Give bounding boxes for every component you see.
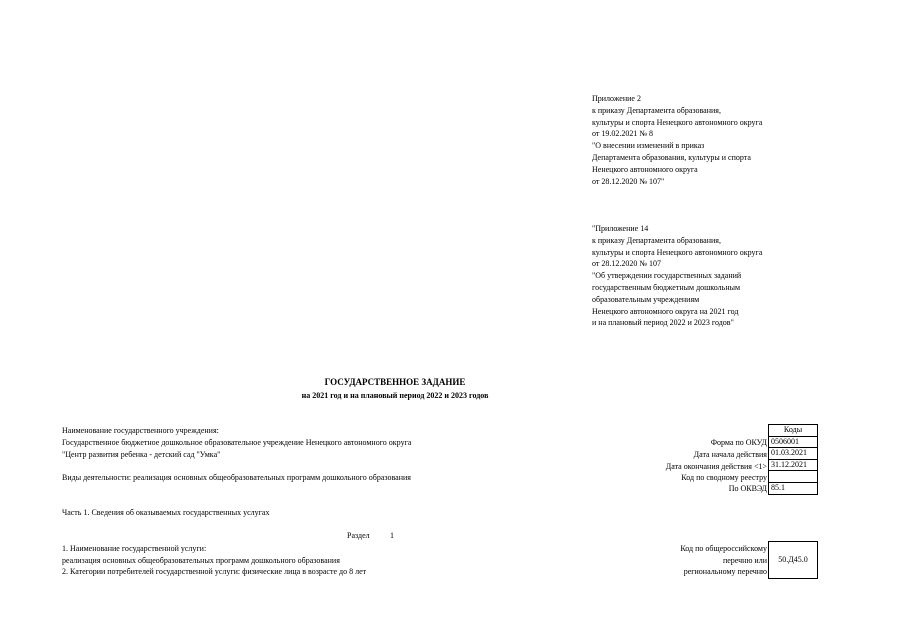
appendix-14-block [592,223,762,329]
section-label: Раздел [347,531,370,540]
registry-label-line: региональному перечню [683,567,767,576]
registry-label-line: перечню или [722,556,767,565]
part-1-title: Часть 1. Сведения об оказываемых государственных услугах [62,508,270,517]
okved-label: По ОКВЭД [728,484,767,493]
appendix-line: "Об утверждении государственных заданий [592,271,742,281]
start-date-label: Дата начала действия [693,450,767,459]
registry-code-label: Код по сводному реестру [681,473,767,482]
institution-name-label: Наименование государственного учреждения: [62,426,219,435]
appendix-line: Ненецкого автономного округа [592,164,698,174]
appendix-line: Ненецкого автономного округа на 2021 год [592,306,739,316]
service-name-label: 1. Наименование государственной услуги: [62,544,207,553]
okved-value: 85.1 [769,482,818,494]
appendix-line: государственным бюджетным дошкольным [592,282,741,292]
document-subtitle: на 2021 год и на плановый период 2022 и 2023 годов [301,391,489,400]
appendix-line: "О внесении изменений в приказ [592,141,705,151]
institution-name-short: "Центр развития ребенка - детский сад "Умка" [62,450,221,459]
registry-code-value [769,471,818,483]
activity-type: Виды деятельности: реализация основных общеобразовательных программ дошкольного образования [62,473,411,482]
service-name-value: реализация основных общеобразовательных программ дошкольного образования [62,556,340,565]
appendix-line: культуры и спорта Ненецкого автономного округа [592,117,763,127]
appendix-line: Департамента образования, культуры и спорта [592,152,751,162]
appendix-line: "Приложение 14 [592,224,649,233]
appendix-2-block [592,93,762,187]
consumer-categories: 2. Категории потребителей государственной услуги: физические лица в возрасте до 8 лет [62,567,367,576]
end-date-label: Дата окончания действия <1> [665,462,767,471]
okud-label: Форма по ОКУД [710,438,767,447]
start-date-value: 01.03.2021 [769,448,818,460]
codes-header: Коды [769,425,818,437]
appendix-line: к приказу Департамента образования, [592,105,721,115]
okud-value: 0506001 [769,436,818,448]
appendix-line: к приказу Департамента образования, [592,235,721,245]
codes-table [768,424,818,495]
registry-label-line: Код по общероссийскому [680,544,767,553]
appendix-line: от 19.02.2021 № 8 [592,129,654,139]
registry-code: 50.Д45.0 [778,555,808,565]
end-date-value: 31.12.2021 [769,459,818,471]
document-title: ГОСУДАРСТВЕННОЕ ЗАДАНИЕ [324,377,466,387]
appendix-line: образовательным учреждениям [592,294,700,304]
appendix-line: и на плановый период 2022 и 2023 годов" [592,318,734,328]
appendix-line: Приложение 2 [592,94,641,103]
appendix-line: от 28.12.2020 № 107 [592,259,662,269]
appendix-line: от 28.12.2020 № 107" [592,176,665,186]
section-number: 1 [390,531,394,540]
registry-code-box [768,541,818,579]
institution-name-value: Государственное бюджетное дошкольное образовательное учреждение Ненецкого автономного округа [62,438,412,447]
appendix-line: культуры и спорта Ненецкого автономного округа [592,247,763,257]
